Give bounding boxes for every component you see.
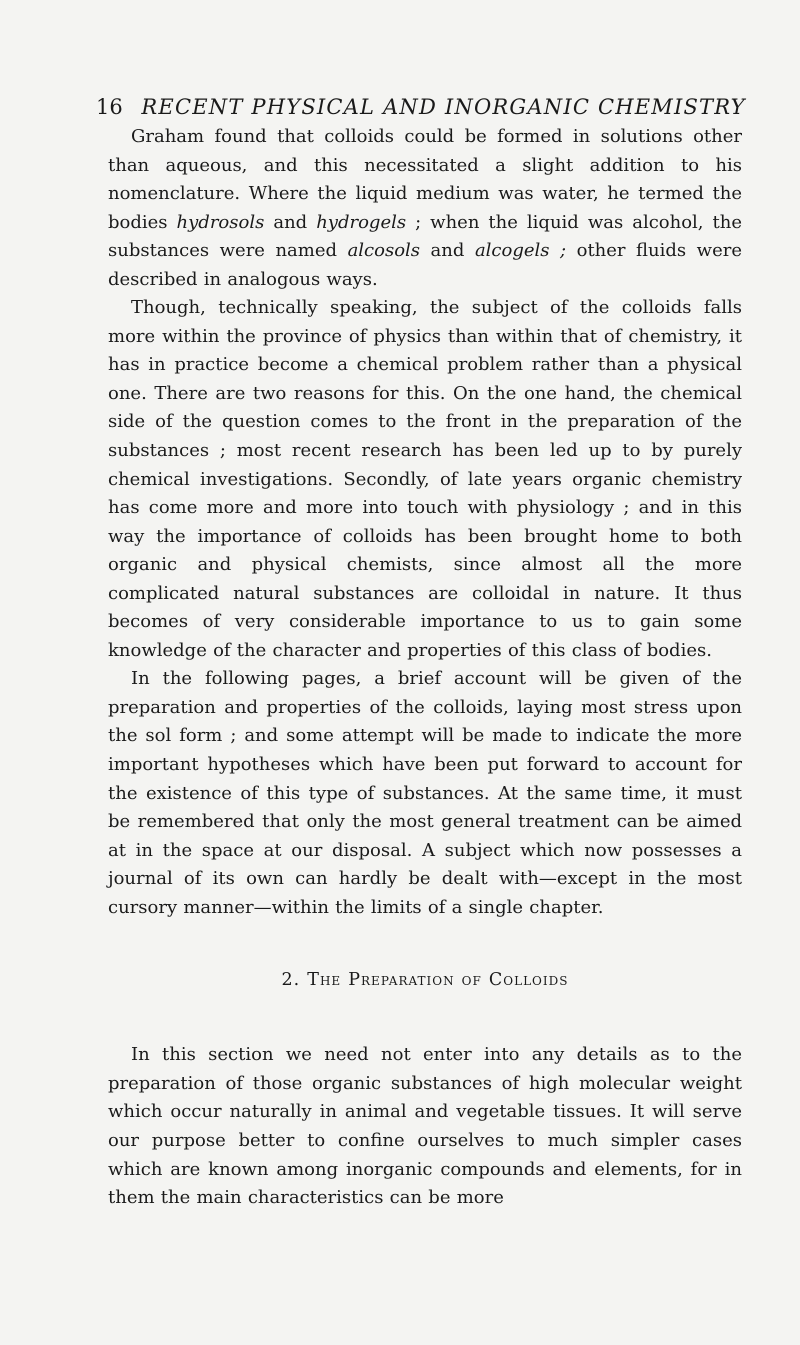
page-number: 16 [96, 95, 123, 119]
paragraph-text: and [420, 240, 475, 262]
body-text [108, 123, 742, 1213]
term-alcosols: alcosols [347, 240, 421, 262]
paragraph-following-pages: In the following pages, a brief account will be given of the preparation and properties of the colloids, laying most stress upon the sol form ; and some attempt will be made to indicate the more important hypotheses which have been put forward to account for the existence of this type of substances. At the same time, it must be remembered that only the most general treatment can be aimed at in the space at our disposal. A subject which now possesses a journal of its own can hardly be dealt with—except in the most cursory manner—within the limits of a single chapter. [108, 668, 742, 918]
term-hydrosols: hydrosols [176, 211, 265, 233]
running-title: RECENT PHYSICAL AND INORGANIC CHEMISTRY [141, 95, 746, 119]
paragraph-text: ; when the liquid was alcohol, the substances were named [108, 211, 743, 262]
paragraph-text: Graham found that colloids could be formed in solutions other than aqueous, and this necessitated a slight addition to his nomenclature. Where the liquid medium was water, he termed the bodies [108, 126, 742, 233]
paragraph-nomenclature [108, 123, 742, 294]
paragraph-chemical-problem: Though, technically speaking, the subject of the colloids falls more within the province of physics than within that of chemistry, it has in practice become a chemical problem rather than a physical one. There are two reasons for this. On the one hand, the chemical side of the question comes to the front in the preparation of the substances ; most recent research has been led up to by purely chemical investigations. Secondly, of late years organic chemistry has come more and more into touch with physiology ; and in this way the importance of colloids has been brought home to both organic and physical chemists, since almost all the more complicated natural substances are colloidal in nature. It thus becomes of very considerable importance to us to gain some knowledge of the character and properties of this class of bodies. [108, 297, 742, 661]
term-hydrogels: hydrogels [316, 211, 407, 233]
running-header [96, 92, 746, 122]
paragraph-preparation: In this section we need not enter into any details as to the preparation of those organic substances of high molecular weight which occur naturally in animal and vegetable tissues. It will serve our purpose better to confine ourselves to much simpler cases which are known among inorganic compounds and elements, for in them the main characteristics can be more [108, 1044, 742, 1209]
paragraph-text: other fluids were described in analogous ways. [108, 240, 742, 290]
section-heading: 2. The Preparation of Colloids [281, 970, 569, 991]
paragraph-text: and [264, 211, 317, 233]
term-alcogels: alcogels ; [474, 240, 567, 262]
